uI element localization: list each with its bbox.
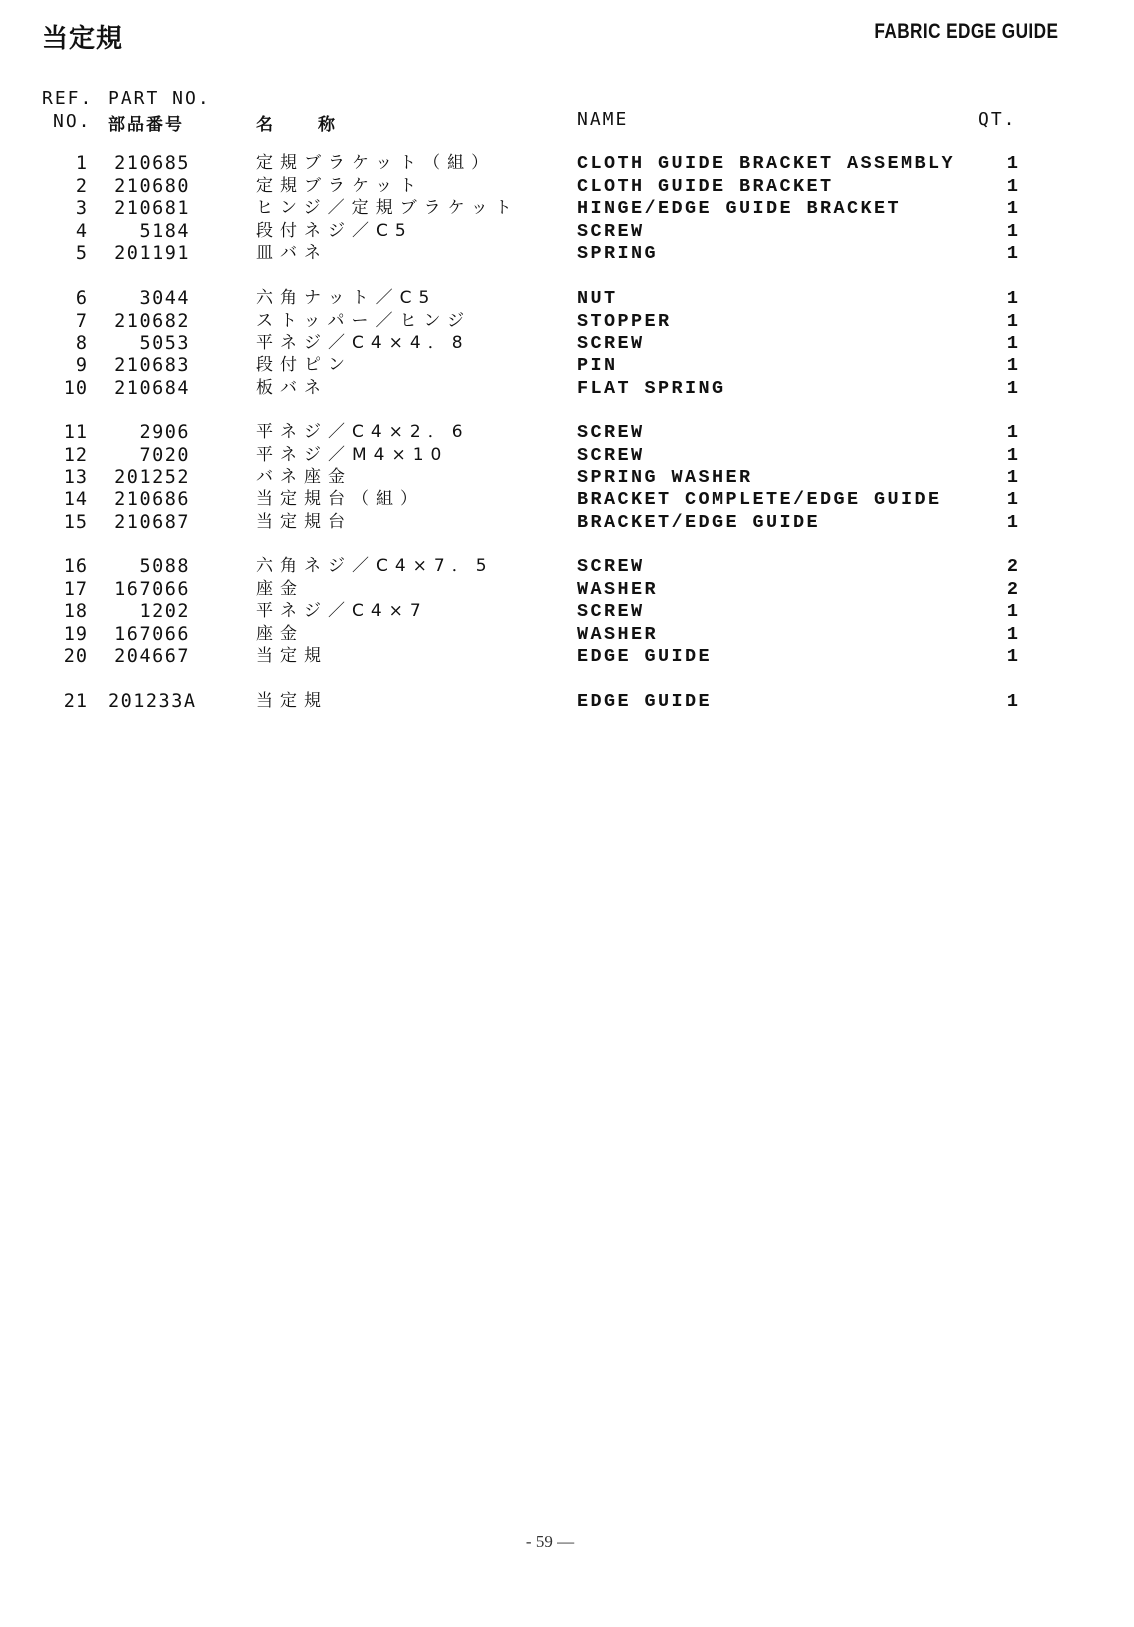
- part-name: STOPPER: [577, 311, 672, 332]
- japanese-name: 段付ピン: [256, 355, 352, 375]
- quantity: 1: [1006, 243, 1018, 264]
- quantity: 1: [1006, 624, 1018, 645]
- table-row: [0, 220, 1134, 243]
- part-name: WASHER: [577, 579, 659, 600]
- part-name: SPRING WASHER: [577, 467, 753, 488]
- japanese-name: 座金: [256, 624, 304, 644]
- ref-number: 14: [63, 489, 88, 510]
- ref-number: 11: [63, 422, 88, 443]
- japanese-name: 六角ネジ／C4×7．5: [256, 556, 494, 576]
- part-name: HINGE/EDGE GUIDE BRACKET: [577, 198, 902, 219]
- quantity: 1: [1006, 467, 1018, 488]
- header-part-no-japanese: 部品番号: [108, 115, 184, 135]
- table-row: [0, 690, 1134, 713]
- part-name: SCREW: [577, 221, 645, 242]
- part-number: 210686: [114, 489, 190, 510]
- quantity: 1: [1006, 355, 1018, 376]
- part-number: 7020: [139, 445, 190, 466]
- table-row: [0, 287, 1134, 310]
- part-name: SCREW: [577, 422, 645, 443]
- table-row: [0, 421, 1134, 444]
- part-name: BRACKET COMPLETE/EDGE GUIDE: [577, 489, 942, 510]
- part-number: 210684: [114, 378, 190, 399]
- quantity: 2: [1006, 556, 1018, 577]
- quantity: 1: [1006, 378, 1018, 399]
- japanese-name: バネ座金: [256, 467, 352, 487]
- ref-number: 5: [75, 243, 88, 264]
- ref-number: 3: [75, 198, 88, 219]
- japanese-name: 皿バネ: [256, 243, 328, 263]
- ref-number: 16: [63, 556, 88, 577]
- table-row: [0, 377, 1134, 400]
- ref-number: 15: [63, 512, 88, 533]
- ref-number: 19: [63, 624, 88, 645]
- header-ref-label: REF.: [42, 88, 94, 109]
- part-number: 5088: [139, 556, 190, 577]
- ref-number: 9: [75, 355, 88, 376]
- part-number: 201252: [114, 467, 190, 488]
- table-row: [0, 555, 1134, 578]
- part-name: SCREW: [577, 601, 645, 622]
- part-name: EDGE GUIDE: [577, 646, 713, 667]
- quantity: 1: [1006, 288, 1018, 309]
- part-number: 5053: [139, 333, 190, 354]
- header-no-label: NO.: [53, 111, 92, 132]
- part-name: SCREW: [577, 445, 645, 466]
- quantity: 1: [1006, 221, 1018, 242]
- part-number: 167066: [114, 579, 190, 600]
- table-row: [0, 488, 1134, 511]
- japanese-name: ストッパー／ヒンジ: [256, 311, 472, 331]
- part-name: CLOTH GUIDE BRACKET: [577, 176, 834, 197]
- quantity: 1: [1006, 198, 1018, 219]
- japanese-name: 平ネジ／C4×4．8: [256, 333, 470, 353]
- part-number: 210685: [114, 153, 190, 174]
- ref-number: 20: [63, 646, 88, 667]
- ref-number: 8: [75, 333, 88, 354]
- japanese-name: 当定規: [256, 691, 328, 711]
- ref-number: 21: [63, 691, 88, 712]
- quantity: 1: [1006, 153, 1018, 174]
- japanese-name: 六角ナット／C5: [256, 288, 437, 308]
- ref-number: 6: [75, 288, 88, 309]
- part-name: CLOTH GUIDE BRACKET ASSEMBLY: [577, 153, 956, 174]
- ref-number: 2: [75, 176, 88, 197]
- table-row: [0, 444, 1134, 467]
- header-japanese-name: 名 称: [256, 115, 349, 135]
- part-number: 1202: [139, 601, 190, 622]
- japanese-name: 座金: [256, 579, 304, 599]
- ref-number: 18: [63, 601, 88, 622]
- quantity: 1: [1006, 333, 1018, 354]
- japanese-name: 当定規台: [256, 512, 352, 532]
- table-row: [0, 645, 1134, 668]
- table-row: [0, 623, 1134, 646]
- quantity: 1: [1006, 422, 1018, 443]
- quantity: 1: [1006, 445, 1018, 466]
- japanese-name: 段付ネジ／C5: [256, 221, 413, 241]
- part-name: SCREW: [577, 556, 645, 577]
- part-number: 210682: [114, 311, 190, 332]
- japanese-name: 定規ブラケット: [256, 176, 424, 196]
- table-row: [0, 578, 1134, 601]
- japanese-name: 当定規: [256, 646, 328, 666]
- part-name: WASHER: [577, 624, 659, 645]
- part-name: PIN: [577, 355, 618, 376]
- ref-number: 4: [75, 221, 88, 242]
- quantity: 1: [1006, 311, 1018, 332]
- japanese-name: ヒンジ／定規ブラケット: [256, 198, 519, 218]
- part-number: 210681: [114, 198, 190, 219]
- part-name: NUT: [577, 288, 618, 309]
- quantity: 1: [1006, 176, 1018, 197]
- part-number: 201233A: [108, 691, 197, 712]
- part-number: 210683: [114, 355, 190, 376]
- part-number: 210687: [114, 512, 190, 533]
- quantity: 1: [1006, 646, 1018, 667]
- ref-number: 12: [63, 445, 88, 466]
- japanese-name: 当定規台（組）: [256, 489, 424, 509]
- page-number: - 59 —: [525, 1532, 575, 1551]
- part-number: 167066: [114, 624, 190, 645]
- quantity: 1: [1006, 489, 1018, 510]
- table-row: [0, 152, 1134, 175]
- part-number: 210680: [114, 176, 190, 197]
- part-number: 201191: [114, 243, 190, 264]
- part-number: 5184: [139, 221, 190, 242]
- table-row: [0, 197, 1134, 220]
- ref-number: 1: [75, 153, 88, 174]
- table-row: [0, 242, 1134, 265]
- ref-number: 7: [75, 311, 88, 332]
- part-name: FLAT SPRING: [577, 378, 726, 399]
- header-part-no-label: PART NO.: [108, 88, 211, 109]
- part-number: 204667: [114, 646, 190, 667]
- table-row: [0, 600, 1134, 623]
- japanese-name: 板バネ: [256, 378, 328, 398]
- page-title-english: FABRIC EDGE GUIDE: [874, 20, 1058, 43]
- japanese-name: 平ネジ／C4×2．6: [256, 422, 470, 442]
- page-title-japanese: 当定規: [42, 24, 124, 54]
- quantity: 1: [1006, 691, 1018, 712]
- part-number: 3044: [139, 288, 190, 309]
- table-row: [0, 175, 1134, 198]
- table-row: [0, 466, 1134, 489]
- part-name: EDGE GUIDE: [577, 691, 713, 712]
- part-number: 2906: [139, 422, 190, 443]
- table-row: [0, 354, 1134, 377]
- ref-number: 13: [63, 467, 88, 488]
- japanese-name: 平ネジ／C4×7: [256, 601, 428, 621]
- japanese-name: 平ネジ／M4×10: [256, 445, 449, 465]
- part-name: SCREW: [577, 333, 645, 354]
- table-row: [0, 511, 1134, 534]
- japanese-name: 定規ブラケット（組）: [256, 153, 496, 173]
- ref-number: 17: [63, 579, 88, 600]
- header-name: NAME: [577, 109, 629, 130]
- part-name: SPRING: [577, 243, 659, 264]
- quantity: 1: [1006, 601, 1018, 622]
- header-quantity: QT.: [978, 109, 1017, 130]
- quantity: 2: [1006, 579, 1018, 600]
- part-name: BRACKET/EDGE GUIDE: [577, 512, 821, 533]
- table-row: [0, 310, 1134, 333]
- table-row: [0, 332, 1134, 355]
- ref-number: 10: [63, 378, 88, 399]
- quantity: 1: [1006, 512, 1018, 533]
